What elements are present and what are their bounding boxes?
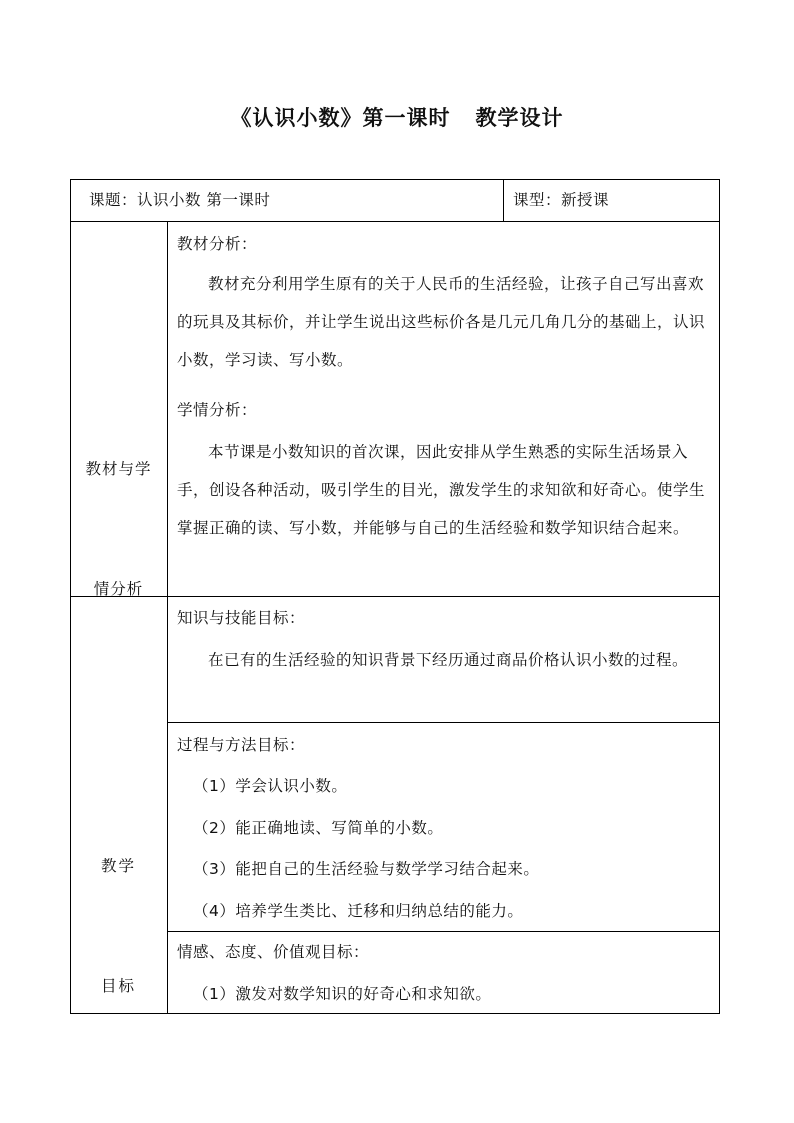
goals-label-line2: 目标 <box>100 977 136 995</box>
emotion-goal-heading: 情感、态度、价值观目标： <box>177 943 370 961</box>
process-goal-item: （4）培养学生类比、迁移和归纳总结的能力。 <box>193 902 524 920</box>
topic-cell: 课题：认识小数 第一课时 <box>89 191 271 209</box>
process-goal-item: （2）能正确地读、写简单的小数。 <box>193 819 444 837</box>
material-analysis-heading: 教材分析： <box>177 235 258 253</box>
row-divider-knowledge <box>167 722 720 723</box>
column-divider-header <box>503 179 504 221</box>
analysis-label <box>70 369 167 649</box>
process-goal-item: （1）学会认识小数。 <box>193 777 348 795</box>
material-analysis-text: 教材充分利用学生原有的关于人民币的生活经验，让孩子自己写出喜欢的玩具及其标价，并让学生说出这些标价各是几元几角几分的基础上，认识小数，学习读、写小数。 <box>177 275 706 369</box>
analysis-label-line2: 情分析 <box>93 580 144 598</box>
emotion-goal-item: （1）激发对数学知识的好奇心和求知欲。 <box>193 985 492 1003</box>
student-analysis-heading: 学情分析： <box>177 401 258 419</box>
knowledge-goal-heading: 知识与技能目标： <box>177 609 306 627</box>
analysis-label-line1: 教材与学 <box>85 460 152 478</box>
row-divider-process <box>167 931 720 932</box>
process-goal-item: （3）能把自己的生活经验与数学学习结合起来。 <box>193 860 540 878</box>
row-divider-analysis <box>70 596 720 597</box>
column-divider-label <box>167 221 168 1014</box>
process-goal-heading: 过程与方法目标： <box>177 736 306 754</box>
goals-label <box>70 766 167 1046</box>
lesson-type-cell: 课型：新授课 <box>513 191 610 209</box>
knowledge-goal-text: 在已有的生活经验的知识背景下经历通过商品价格认识小数的过程。 <box>208 651 689 669</box>
student-analysis-text: 本节课是小数知识的首次课，因此安排从学生熟悉的实际生活场景入手，创设各种活动，吸引学生的目光，激发学生的求知欲和好奇心。使学生掌握正确的读、写小数，并能够与自己的生活经验和数学知识结合起来。 <box>177 443 706 537</box>
goals-label-line1: 教学 <box>100 857 136 875</box>
page-title: 《认识小数》第一课时 教学设计 <box>230 105 564 130</box>
